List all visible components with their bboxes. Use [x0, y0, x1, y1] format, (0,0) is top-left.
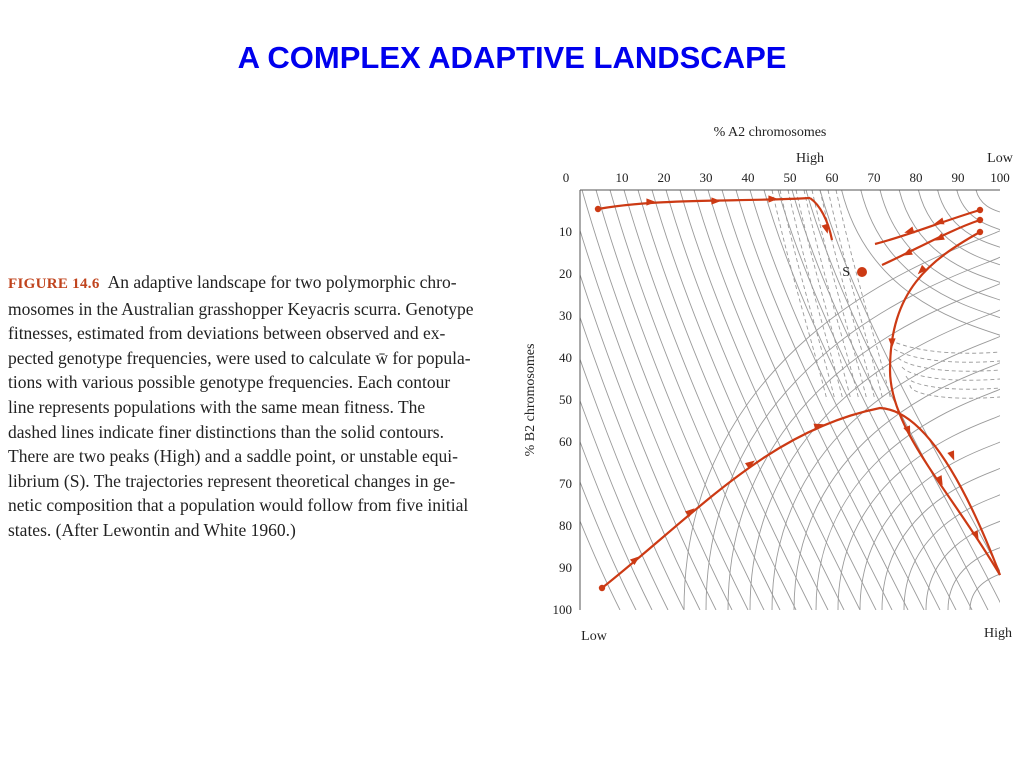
- contour-line: [596, 190, 764, 610]
- trajectory-arrowheads: [630, 195, 979, 565]
- caption-line: There are two peaks (High) and a saddle point, or unstable equi-: [8, 446, 458, 467]
- contour-line: [728, 284, 1000, 610]
- trajectory-arrowhead: [822, 224, 829, 234]
- left-tick-label: 80: [559, 518, 572, 533]
- trajectory-arrowhead: [711, 197, 721, 204]
- dashed-contour: [890, 340, 1000, 353]
- contour-line: [638, 190, 812, 610]
- start-point: [977, 207, 983, 213]
- caption-line: states. (After Lewontin and White 1960.): [8, 519, 296, 540]
- adaptive-landscape-figure: [510, 110, 1020, 650]
- caption-line: dashed lines indicate finer distinctions than the solid contours.: [8, 421, 444, 442]
- left-axis-title: % B2 chromosomes: [523, 343, 538, 457]
- dashed-contour: [910, 385, 1000, 398]
- left-tick-label: 70: [559, 476, 572, 491]
- top-axis-ticks: [563, 170, 1010, 185]
- left-tick-label: 90: [559, 560, 572, 575]
- contour-line: [684, 231, 1000, 610]
- caption-line-text: An adaptive landscape for two polymorphic chro-: [107, 272, 457, 292]
- left-tick-label: 40: [559, 350, 572, 365]
- slide-title: A COMPLEX ADAPTIVE LANDSCAPE: [237, 40, 787, 75]
- label-high-top: High: [796, 151, 824, 166]
- left-axis-ticks: [553, 224, 573, 617]
- top-tick-label: 80: [909, 170, 923, 185]
- trajectory-arrowhead: [904, 227, 914, 234]
- fitness-contours: [510, 190, 1020, 610]
- figure-label: FIGURE 14.6: [8, 276, 100, 292]
- dashed-contour: [772, 190, 827, 400]
- saddle-label: S: [842, 265, 850, 280]
- top-tick-label: 20: [657, 170, 671, 185]
- dashed-contour: [828, 190, 883, 400]
- contour-line: [526, 190, 684, 610]
- contour-line: [680, 190, 860, 610]
- top-tick-label: 70: [867, 170, 881, 185]
- top-tick-label: 40: [741, 170, 755, 185]
- caption-line: fitnesses, estimated from deviations between observed and ex-: [8, 323, 446, 344]
- figure-caption: [8, 270, 508, 543]
- top-tick-label: 0: [562, 170, 570, 185]
- caption-line: [8, 270, 508, 297]
- caption-line: mosomes in the Australian grasshopper Keyacris scurra. Genotype: [8, 298, 474, 319]
- caption-line: line represents populations with the same mean fitness. The: [8, 396, 426, 417]
- caption-line: librium (S). The trajectories represent theoretical changes in ge-: [8, 470, 456, 491]
- dashed-contour: [804, 190, 859, 400]
- trajectory-1: [598, 198, 810, 209]
- trajectory-arrowhead: [934, 218, 944, 225]
- trajectory-arrowhead: [768, 195, 778, 202]
- trajectory-4: [890, 232, 1000, 575]
- landscape-diagram: [510, 110, 1020, 650]
- label-low-top: Low: [987, 151, 1013, 166]
- top-tick-label: 100: [990, 170, 1010, 185]
- left-tick-label: 10: [559, 224, 572, 239]
- trajectory-5: [602, 408, 1000, 588]
- top-axis-title: % A2 chromosomes: [713, 125, 827, 140]
- top-tick-label: 30: [699, 170, 713, 185]
- start-point: [599, 585, 605, 591]
- left-tick-label: 50: [559, 392, 572, 407]
- label-high-bottom: High: [984, 626, 1012, 641]
- trajectory-arrowhead: [947, 450, 954, 460]
- start-point: [595, 206, 601, 212]
- contour-line: [792, 190, 988, 610]
- trajectory-arrowhead: [888, 338, 895, 348]
- saddle-point: [857, 267, 867, 277]
- left-tick-label: 30: [559, 308, 572, 323]
- caption-line: netic composition that a population would follow from five initial: [8, 495, 469, 516]
- label-low-bottom: Low: [581, 629, 607, 644]
- contour-line: [750, 310, 1000, 610]
- left-tick-label: 60: [559, 434, 572, 449]
- dashed-contour: [820, 190, 875, 400]
- left-tick-label: 100: [552, 602, 572, 617]
- start-point: [977, 217, 983, 223]
- start-point: [977, 229, 983, 235]
- trajectories: [595, 195, 1000, 591]
- top-tick-label: 60: [825, 170, 839, 185]
- top-tick-label: 90: [951, 170, 965, 185]
- caption-line: tions with various possible genotype frequencies. Each contour: [8, 372, 451, 393]
- contour-line: [610, 190, 780, 610]
- contour-line: [666, 190, 844, 610]
- left-tick-label: 20: [559, 266, 572, 281]
- contour-line: [554, 190, 716, 610]
- contour-line: [926, 521, 1000, 610]
- caption-line: pected genotype frequencies, were used to calculate w̄ for popula-: [8, 347, 471, 368]
- top-tick-label: 50: [783, 170, 797, 185]
- top-tick-label: 10: [615, 170, 629, 185]
